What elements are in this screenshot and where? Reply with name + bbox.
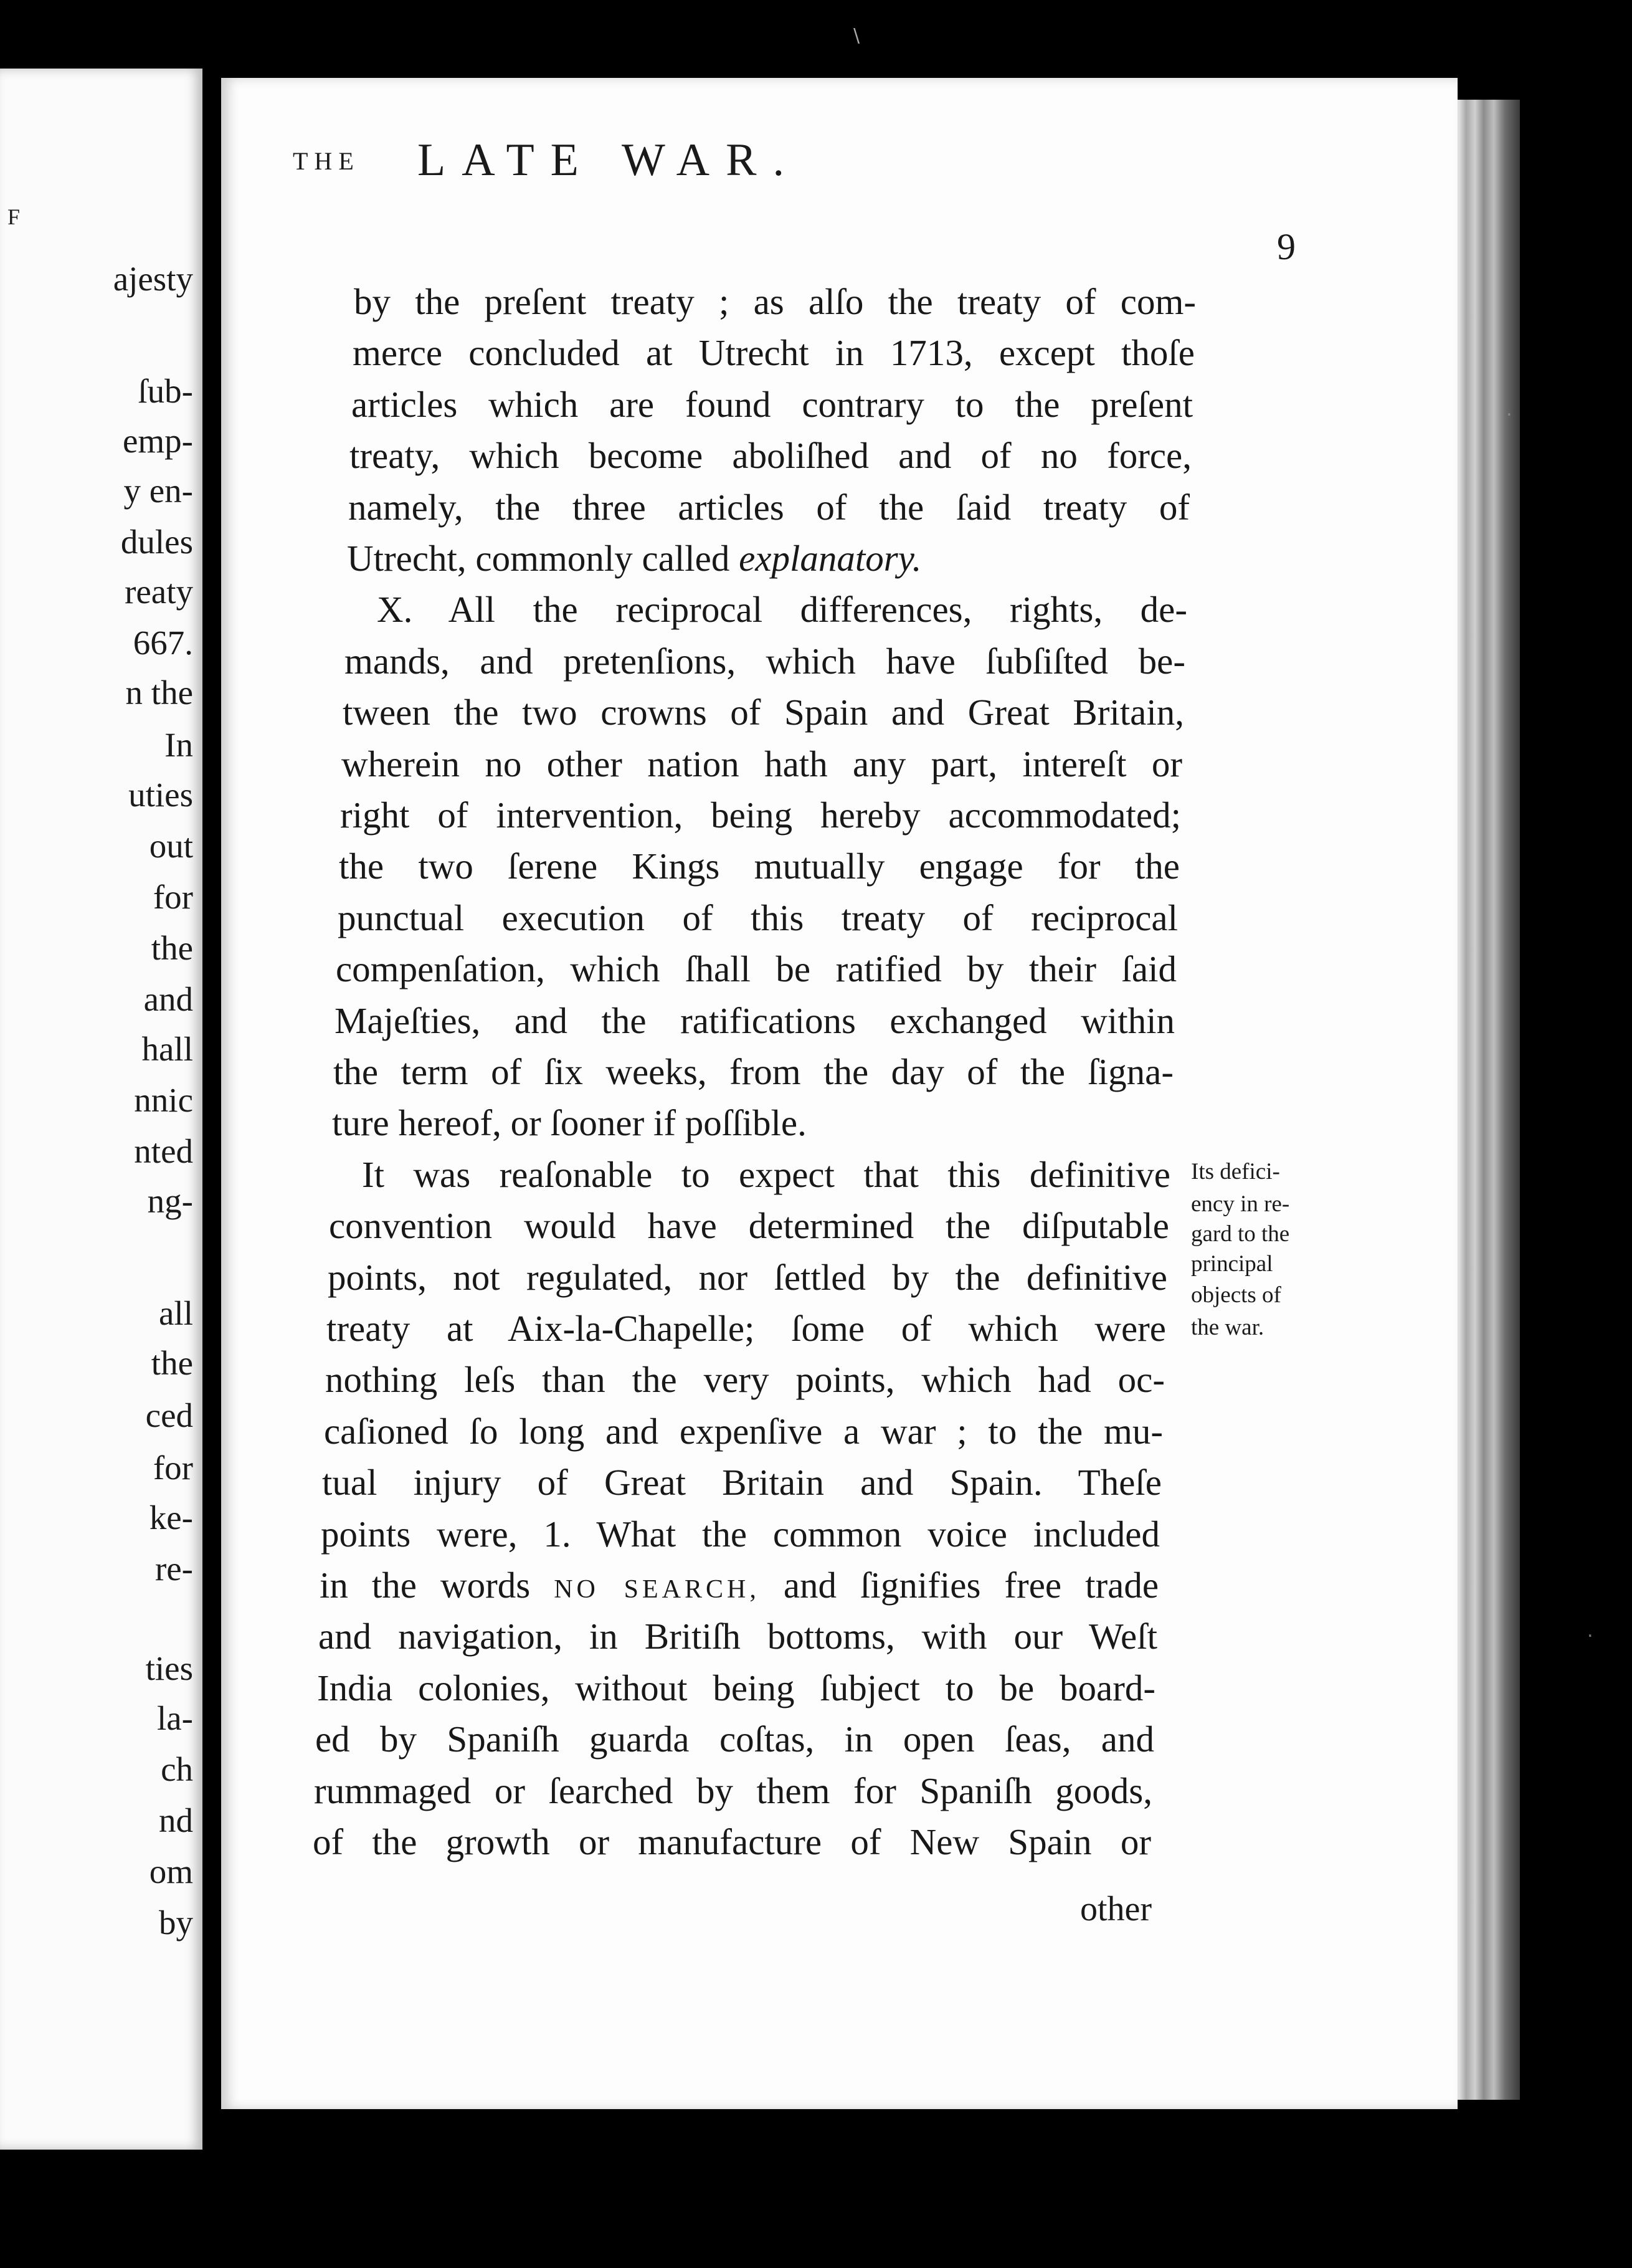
- body-line-italic: explanatory.: [739, 538, 922, 579]
- body-line-text: rummaged or ſearched by them for Spaniſh goods,: [314, 1770, 1152, 1811]
- left-page-line: and: [143, 980, 193, 1018]
- body-line: [362, 1153, 1170, 1195]
- left-page-line: ſub-: [138, 372, 193, 410]
- body-line: [349, 435, 1192, 477]
- running-head: [293, 134, 1134, 186]
- left-page-line: re-: [154, 1550, 193, 1588]
- left-page-line: emp-: [122, 422, 193, 460]
- margin-note-line: ency in re-: [1191, 1191, 1290, 1217]
- body-line-text: merce concluded at Utrecht in 1713, except thoſe: [353, 332, 1195, 374]
- scan-speck: .: [1587, 1620, 1593, 1642]
- body-line: [317, 1667, 1155, 1708]
- left-page-line: n the: [125, 674, 193, 712]
- body-line-text: tween the two crowns of Spain and Great Britain,: [343, 692, 1184, 733]
- body-line: [344, 640, 1185, 682]
- left-page-line: nnic: [134, 1081, 193, 1119]
- page-number: 9: [1277, 226, 1296, 267]
- body-line: [332, 1102, 1172, 1144]
- left-page-fragment: [0, 69, 202, 2150]
- body-line: [315, 1718, 1154, 1760]
- body-line-text: mands, and pretenſions, which have ſubſiſted be-: [344, 640, 1185, 682]
- body-line: [348, 486, 1190, 528]
- body-line: [377, 589, 1187, 631]
- body-line: [313, 1821, 1151, 1862]
- body-line: [320, 1567, 1159, 1604]
- body-line-text: of the growth or manufacture of New Spain or: [313, 1821, 1151, 1862]
- catchword: other: [1080, 1890, 1152, 1928]
- body-line-text: punctual execution of this treaty of reciprocal: [338, 897, 1178, 938]
- left-page-line: dules: [120, 523, 193, 561]
- left-page-line: ke-: [149, 1498, 193, 1537]
- margin-note-line: objects of: [1191, 1282, 1281, 1308]
- body-line-text: Utrecht, commonly called: [347, 538, 739, 579]
- body-line: [340, 794, 1181, 836]
- left-page-line: ch: [161, 1750, 193, 1788]
- body-line: [338, 897, 1178, 938]
- left-page-line: out: [149, 827, 193, 865]
- body-line: [321, 1513, 1160, 1555]
- body-line-text: tual injury of Great Britain and Spain. Theſe: [322, 1462, 1162, 1503]
- body-line: [322, 1464, 1162, 1501]
- left-page-line: F: [7, 204, 21, 229]
- body-line: [324, 1410, 1163, 1452]
- left-page-line: for: [153, 1449, 193, 1487]
- body-line-text: Majeſties, and the ratifications exchanged within: [334, 999, 1175, 1041]
- left-page-line: the: [151, 1344, 193, 1382]
- left-page-line: uties: [128, 776, 193, 814]
- body-line: [353, 332, 1195, 374]
- body-line-text: namely, the three articles of the ſaid treaty of: [348, 486, 1190, 528]
- left-page-line: ced: [145, 1396, 193, 1434]
- body-line: [314, 1770, 1152, 1811]
- body-line-small-caps: NO SEARCH,: [554, 1575, 760, 1604]
- left-page-line: by: [159, 1904, 193, 1942]
- body-line: [334, 999, 1175, 1041]
- body-line: [347, 540, 1188, 577]
- body-line-text: the term of ſix weeks, from the day of the ſigna-: [333, 1051, 1174, 1092]
- running-head-title: LATE WAR.: [417, 135, 800, 186]
- body-line-text: and navigation, in Britiſh bottoms, with our Weſt: [318, 1616, 1157, 1657]
- left-page-line: In: [164, 726, 193, 764]
- body-line: [329, 1205, 1169, 1247]
- body-line: [318, 1618, 1157, 1655]
- left-page-line: om: [149, 1852, 193, 1890]
- scan-speck: \: [853, 25, 860, 47]
- left-page-line: y en-: [123, 472, 193, 510]
- body-line-text: compenſation, which ſhall be ratified by their ſaid: [336, 948, 1177, 990]
- body-line: [333, 1051, 1174, 1092]
- left-page-line: ajesty: [113, 260, 193, 298]
- left-page-line: the: [151, 929, 193, 967]
- margin-note-line: Its defici-: [1191, 1159, 1280, 1184]
- body-line: [339, 848, 1180, 885]
- body-line-text: points were, 1. What the common voice included: [321, 1513, 1160, 1555]
- body-line-text: articles which are found contrary to the preſent: [351, 383, 1193, 425]
- body-line: [343, 694, 1184, 731]
- body-line-text: ed by Spaniſh guarda coſtas, in open ſeas, and: [315, 1718, 1154, 1760]
- body-line-text: wherein no other nation hath any part, intereſt or: [341, 743, 1182, 784]
- margin-note-line: gard to the: [1191, 1221, 1290, 1247]
- left-page-line: ng-: [147, 1182, 193, 1220]
- body-line: [341, 743, 1182, 784]
- body-line: [328, 1256, 1167, 1298]
- left-page-line: ties: [145, 1649, 193, 1687]
- body-line-text: treaty, which become aboliſhed and of no force,: [349, 435, 1192, 477]
- left-page-line: hall: [141, 1030, 193, 1068]
- body-line-text: points, not regulated, nor ſettled by the definitive: [328, 1256, 1167, 1298]
- body-line-text: the two ſerene Kings mutually engage for the: [339, 846, 1180, 887]
- scan-speck: .: [1506, 399, 1512, 421]
- body-line: [336, 948, 1177, 990]
- body-line-text: convention would have determined the diſputable: [329, 1205, 1169, 1247]
- left-page-line: reaty: [125, 573, 193, 611]
- left-page-line: nted: [134, 1132, 193, 1170]
- margin-note-line: the war.: [1191, 1315, 1264, 1340]
- body-line: [325, 1359, 1165, 1401]
- margin-note-line: principal: [1191, 1251, 1273, 1277]
- left-page-line: for: [153, 878, 193, 916]
- body-line-text: right of intervention, being hereby accommodated;: [340, 794, 1181, 836]
- body-line-text: treaty at Aix-la-Chapelle; ſome of which were: [326, 1308, 1166, 1349]
- body-line: [326, 1310, 1166, 1347]
- body-line-text: in the words: [320, 1565, 554, 1606]
- body-line-text: India colonies, without being ſubject to be board-: [317, 1667, 1155, 1708]
- left-page-line: nd: [159, 1801, 193, 1839]
- running-head-article: THE: [293, 147, 360, 175]
- body-line-text: ture hereof, or ſooner if poſſible.: [332, 1102, 807, 1144]
- body-line: [354, 281, 1196, 322]
- body-line-text: by the preſent treaty ; as alſo the treaty of com-: [354, 281, 1196, 322]
- body-line-text: It was reaſonable to expect that this definitive: [362, 1153, 1170, 1195]
- body-line-text: nothing leſs than the very points, which had oc-: [325, 1359, 1165, 1401]
- body-line: [351, 383, 1193, 425]
- body-line-text: caſioned ſo long and expenſive a war ; to the mu-: [324, 1410, 1163, 1452]
- left-page-line: la-: [156, 1699, 193, 1737]
- left-page-line: 667.: [133, 624, 193, 662]
- body-line-text-after: and ſignifies free trade: [759, 1565, 1159, 1606]
- body-line-text: X. All the reciprocal differences, rights, de-: [377, 589, 1187, 631]
- left-page-line: all: [159, 1294, 193, 1332]
